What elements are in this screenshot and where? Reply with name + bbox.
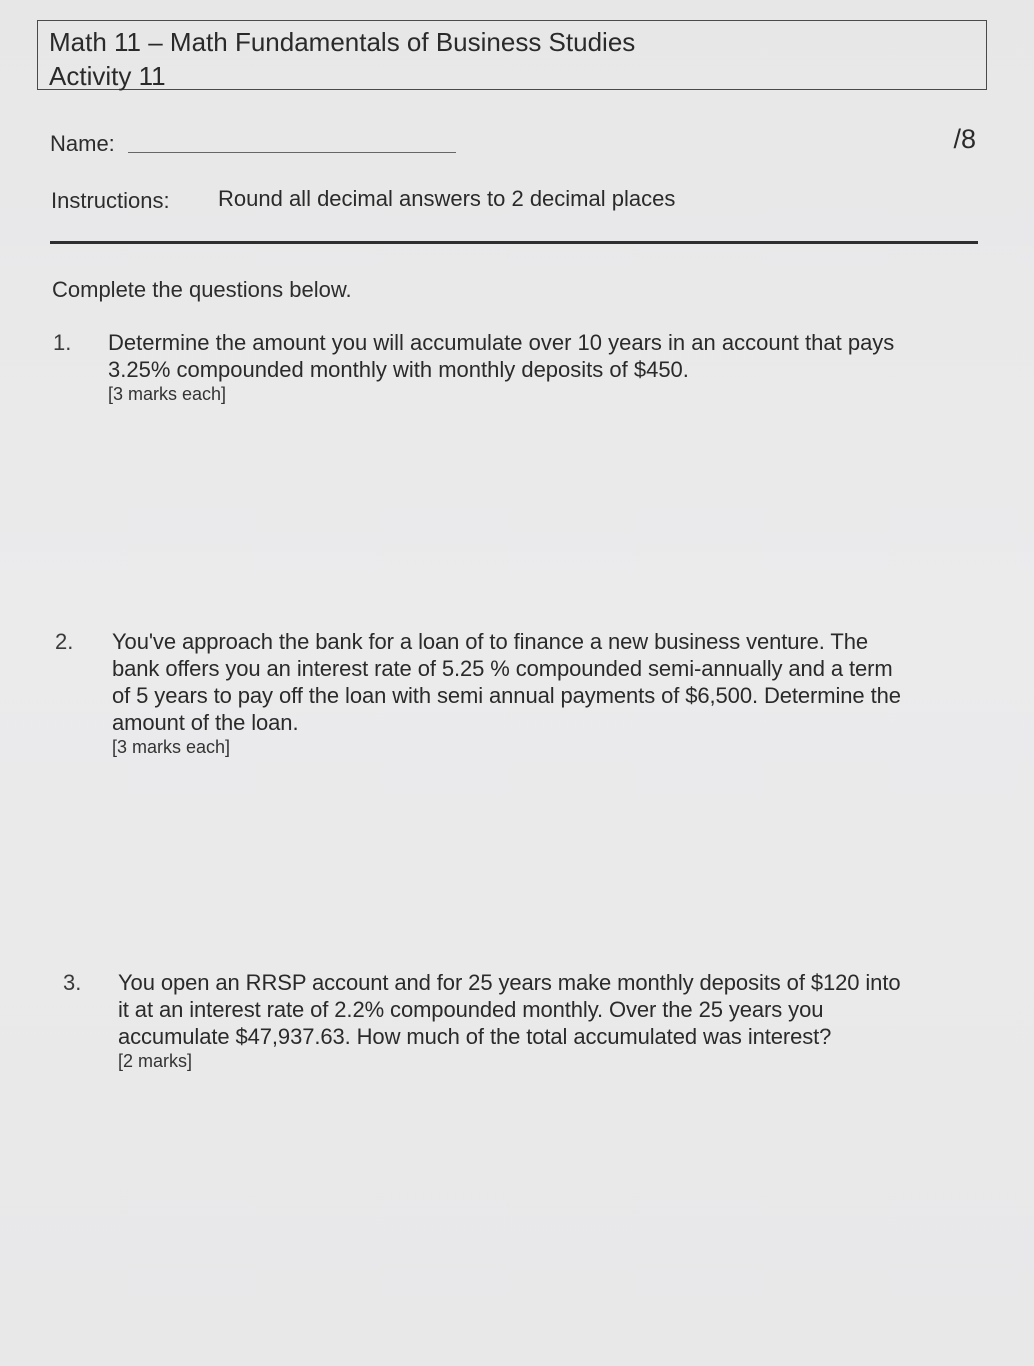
question-line: accumulate $47,937.63. How much of the total accumulated was interest? [118,1024,832,1049]
marks-note: [3 marks each] [108,384,227,404]
intro-text: Complete the questions below. [52,277,352,302]
question-number: 2. [55,629,74,654]
question-line: bank offers you an interest rate of 5.25 % compounded semi-annually and a term [112,656,893,681]
question-number: 1. [53,330,72,355]
question-body [112,628,901,758]
divider-rule [50,241,978,244]
question-line: of 5 years to pay off the loan with semi annual payments of $6,500. Determine the [112,683,901,708]
question-1 [53,329,973,419]
marks-note: [2 marks] [118,1051,193,1071]
question-line: amount of the loan. [112,710,299,735]
score-total: /8 [953,124,976,154]
question-line: it at an interest rate of 2.2% compounded monthly. Over the 25 years you [118,997,824,1022]
question-line: Determine the amount you will accumulate over 10 years in an account that pays [108,330,895,355]
instructions-label: Instructions: [51,188,170,213]
course-title: Math 11 – Math Fundamentals of Business Studies [49,27,636,57]
question-number: 3. [63,970,82,995]
activity-title: Activity 11 [49,61,166,91]
question-2 [55,628,975,763]
instructions-text: Round all decimal answers to 2 decimal places [218,186,676,211]
question-line: You open an RRSP account and for 25 years make monthly deposits of $120 into [118,970,901,995]
header-box [37,20,987,90]
question-3 [63,969,963,1079]
marks-note: [3 marks each] [112,737,231,757]
question-body [118,969,900,1072]
name-blank-line [128,152,456,153]
question-body [108,329,894,405]
question-line: 3.25% compounded monthly with monthly deposits of $450. [108,357,689,382]
name-label: Name: [50,131,115,156]
question-line: You've approach the bank for a loan of to finance a new business venture. The [112,629,869,654]
